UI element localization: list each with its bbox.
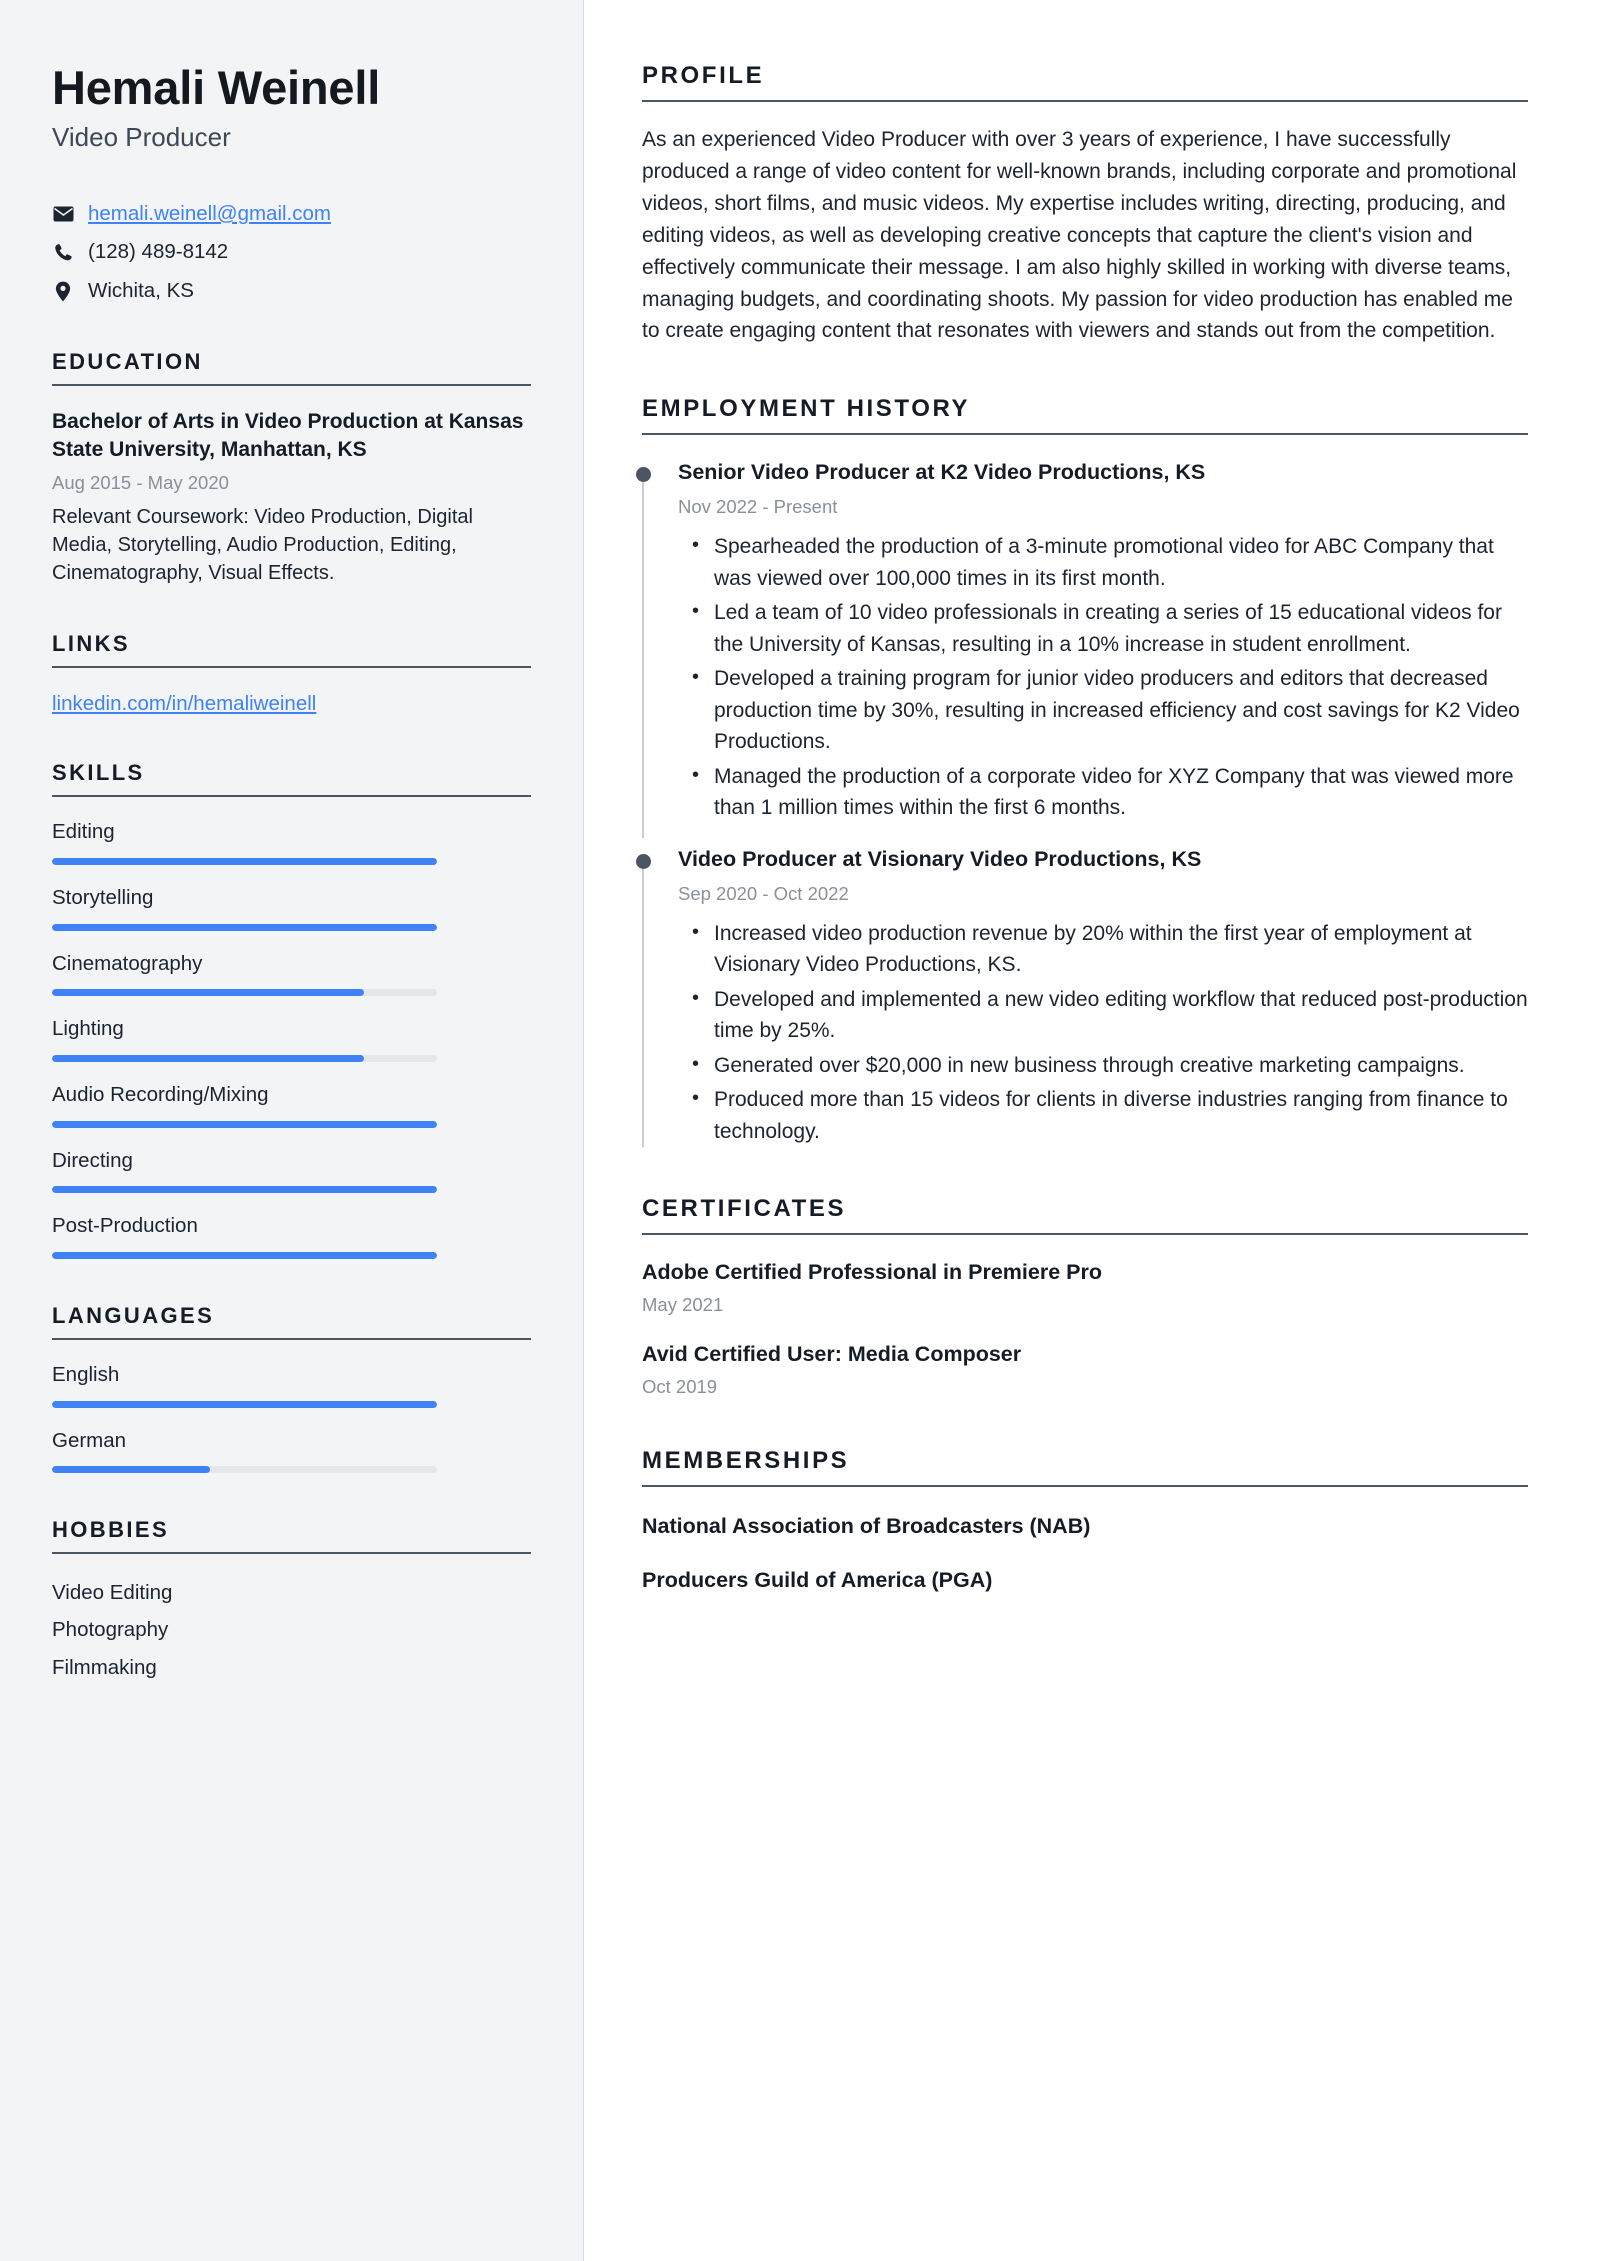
hobby-item: Photography: [52, 1618, 169, 1642]
skill-label: Editing: [52, 820, 115, 844]
skill-label: Post-Production: [52, 1214, 198, 1238]
job-bullet: • Managed the production of a corporate video for XYZ Company that was viewed more than 1 million times within the first 6 months.: [714, 761, 1528, 824]
sidebar: [0, 0, 584, 2261]
skills-heading: SKILLS: [52, 760, 145, 786]
skill-item: [52, 885, 531, 931]
job-bullets: [678, 531, 1528, 824]
job-entry: [642, 459, 1528, 823]
hobbies-section: [52, 1517, 531, 1684]
job-date: Nov 2022 - Present: [678, 496, 838, 518]
skill-level-fill: [52, 1055, 364, 1062]
skill-item: [52, 1213, 531, 1259]
timeline-dot-icon: [636, 467, 651, 482]
job-bullet: • Developed a training program for junior video producers and editors that decreased production time by 30%, resulting in increased efficiency and cost savings for K2 Video Productions.: [714, 663, 1528, 758]
certificates-heading: CERTIFICATES: [642, 1195, 847, 1223]
contact-item-location: [52, 278, 531, 305]
certificate-entry: [642, 1341, 1528, 1399]
certificates-divider: [642, 1233, 1528, 1235]
membership-item: National Association of Broadcasters (NAB): [642, 1514, 1091, 1539]
skill-level-fill: [52, 924, 437, 931]
memberships-divider: [642, 1485, 1528, 1487]
skill-level-track: [52, 858, 437, 865]
skills-section: [52, 760, 531, 1258]
contact-list: [52, 201, 531, 305]
job-bullet: • Increased video production revenue by 20% within the first year of employment at Visionary Video Productions, KS.: [714, 918, 1528, 981]
skill-label: Audio Recording/Mixing: [52, 1083, 269, 1106]
language-label: German: [52, 1428, 127, 1452]
skill-item: [52, 1148, 531, 1194]
hobbies-list: [52, 1576, 531, 1684]
skill-level-fill: [52, 1121, 437, 1128]
job-date: Sep 2020 - Oct 2022: [678, 882, 849, 904]
education-title: Bachelor of Arts in Video Production at Kansas State University, Manhattan, KS: [52, 409, 524, 462]
skill-item: [52, 1082, 531, 1128]
languages-heading: LANGUAGES: [52, 1302, 215, 1328]
hobbies-heading: HOBBIES: [52, 1517, 170, 1543]
education-entry: [52, 408, 531, 588]
profile-divider: [642, 100, 1528, 102]
location-text: Wichita, KS: [88, 279, 194, 303]
job-bullet: • Produced more than 15 videos for clients in diverse industries ranging from finance to technology.: [714, 1084, 1528, 1147]
language-level-track: [52, 1466, 437, 1473]
skill-level-fill: [52, 1186, 437, 1193]
skill-level-track: [52, 1252, 437, 1259]
skill-label: Cinematography: [52, 951, 203, 975]
language-label: English: [52, 1362, 120, 1386]
job-bullet: • Led a team of 10 video professionals in creating a series of 15 educational videos for the University of Kansas, resulting in a 10% increase in student enrollment.: [714, 597, 1528, 660]
skill-label: Lighting: [52, 1017, 124, 1041]
link-item-linkedin[interactable]: linkedin.com/in/hemaliweinell: [52, 692, 317, 716]
membership-item: Producers Guild of America (PGA): [642, 1568, 993, 1593]
skills-divider: [52, 795, 531, 797]
certificate-date: May 2021: [642, 1294, 724, 1316]
candidate-name: Hemali Weinell: [52, 61, 381, 114]
employment-section: [642, 395, 1528, 1147]
languages-divider: [52, 1338, 531, 1340]
phone-icon: [52, 243, 74, 262]
skill-item: [52, 951, 531, 997]
skills-list: [52, 819, 531, 1258]
education-divider: [52, 384, 531, 386]
main-column: [584, 0, 1600, 2261]
contact-item-phone: [52, 239, 531, 266]
language-item: [52, 1428, 531, 1474]
education-date: Aug 2015 - May 2020: [52, 471, 229, 493]
skill-level-track: [52, 1121, 437, 1128]
skill-level-track: [52, 924, 437, 931]
language-level-fill: [52, 1466, 210, 1473]
job-bullet: • Spearheaded the production of a 3-minute promotional video for ABC Company that was viewed over 100,000 times in its first month.: [714, 531, 1528, 594]
skill-item: [52, 819, 531, 865]
job-title: Video Producer at Visionary Video Productions, KS: [678, 846, 1202, 871]
job-bullet: • Generated over $20,000 in new business through creative marketing campaigns.: [714, 1050, 1528, 1082]
timeline-dot-icon: [636, 854, 651, 869]
skill-level-track: [52, 1186, 437, 1193]
location-pin-icon: [52, 281, 74, 302]
contact-item-email: [52, 201, 531, 228]
education-heading: EDUCATION: [52, 348, 203, 374]
languages-list: [52, 1362, 531, 1473]
links-divider: [52, 666, 531, 668]
profile-section: [642, 62, 1528, 347]
profile-heading: PROFILE: [642, 62, 765, 89]
skill-level-track: [52, 1055, 437, 1062]
candidate-job-title: Video Producer: [52, 121, 231, 152]
languages-section: [52, 1303, 531, 1473]
employment-divider: [642, 433, 1528, 435]
language-level-track: [52, 1401, 437, 1408]
certificate-entry: [642, 1259, 1528, 1317]
certificate-date: Oct 2019: [642, 1376, 718, 1398]
phone-number: (128) 489-8142: [88, 240, 229, 264]
employment-heading: EMPLOYMENT HISTORY: [642, 395, 971, 423]
profile-text: As an experienced Video Producer with over 3 years of experience, I have successfully produced a range of video content for well-known brands, including corporate and promotional videos, short films, and music videos. My expertise includes writing, directing, producing, and editing videos, as well as developing creative concepts that capture the client's vision and effectively communicate their message. I am also highly skilled in working with diverse teams, managing budgets, and coordinating shoots. My passion for video production has enabled me to create engaging content that resonates with viewers and stands out from the competition.: [642, 128, 1517, 343]
employment-list: [642, 459, 1528, 1147]
hobby-item: Filmmaking: [52, 1655, 157, 1679]
links-heading: LINKS: [52, 631, 130, 657]
skill-label: Storytelling: [52, 886, 154, 910]
job-entry: [642, 846, 1528, 1147]
hobbies-divider: [52, 1552, 531, 1554]
hobby-item: Video Editing: [52, 1581, 173, 1605]
certificate-title: Avid Certified User: Media Composer: [642, 1342, 1022, 1367]
skill-item: [52, 1016, 531, 1062]
links-section: [52, 631, 531, 716]
language-item: [52, 1362, 531, 1408]
skill-level-fill: [52, 1252, 437, 1259]
education-section: [52, 349, 531, 588]
certificates-section: [642, 1195, 1528, 1399]
skill-label: Directing: [52, 1148, 133, 1172]
envelope-icon: [52, 206, 74, 222]
job-bullets: [678, 918, 1528, 1148]
memberships-heading: MEMBERSHIPS: [642, 1447, 850, 1475]
education-description: Relevant Coursework: Video Production, Digital Media, Storytelling, Audio Production, Editing, Cinematography, Visual Effects.: [52, 505, 473, 585]
language-level-fill: [52, 1401, 437, 1408]
job-title: Senior Video Producer at K2 Video Productions, KS: [678, 460, 1206, 485]
skill-level-fill: [52, 989, 364, 996]
certificate-title: Adobe Certified Professional in Premiere Pro: [642, 1260, 1102, 1285]
memberships-section: [642, 1447, 1528, 1595]
email-link[interactable]: hemali.weinell@gmail.com: [88, 201, 331, 225]
job-bullet: • Developed and implemented a new video editing workflow that reduced post-production time by 25%.: [714, 984, 1528, 1047]
skill-level-track: [52, 989, 437, 996]
skill-level-fill: [52, 858, 437, 865]
